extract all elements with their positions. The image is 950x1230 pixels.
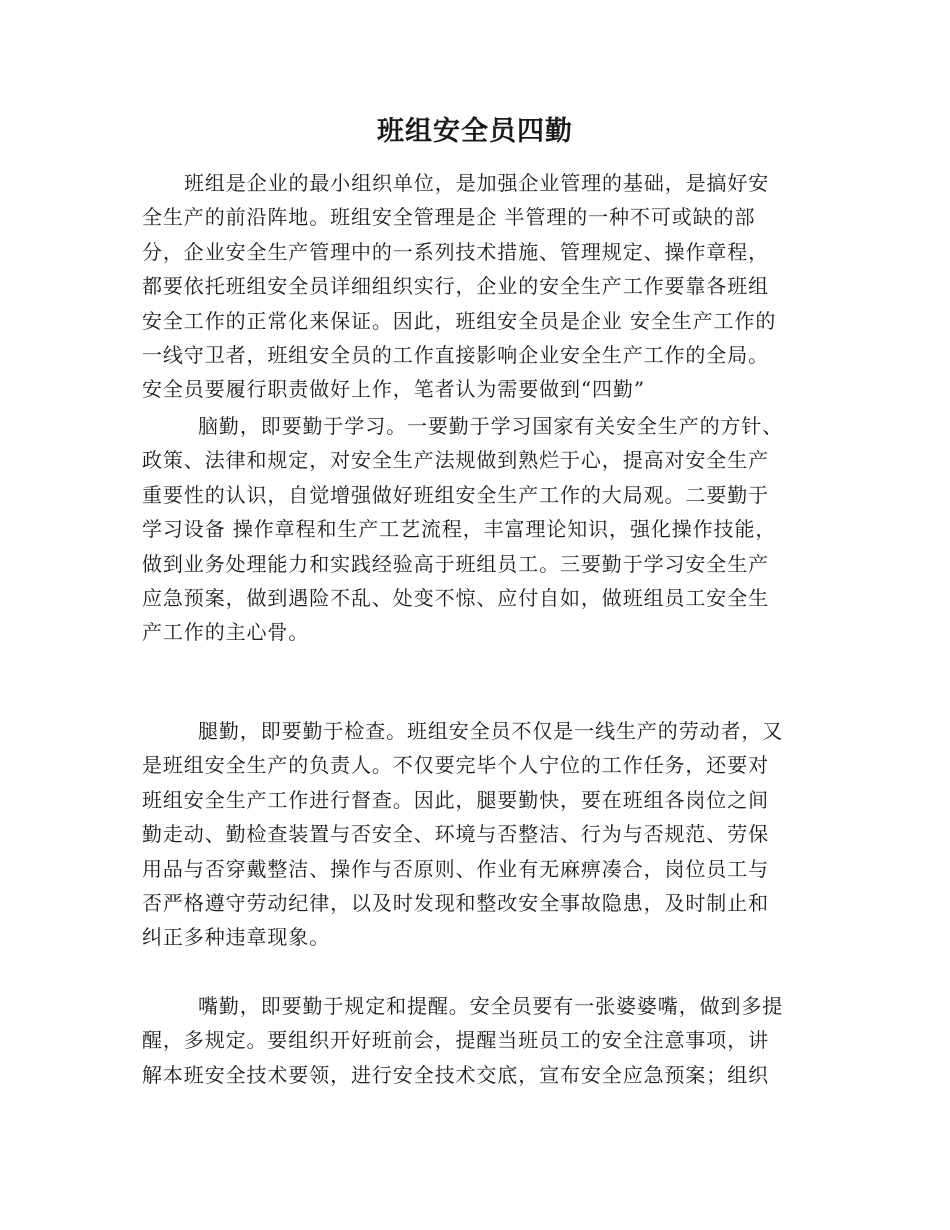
paragraph-line: 都要依托班组安全员详细组织实行，企业的安全生产工作要靠各班组 [142, 274, 769, 299]
paragraph-line: 做到业务处理能力和实践经验高于班组员工。三要勤于学习安全生产 [142, 551, 769, 576]
paragraph-line: 解本班安全技术要领，进行安全技术交底，宣布安全应急预案；组织 [142, 1062, 769, 1087]
paragraph-line: 嘴勤，即要勤于规定和提醒。安全员要有一张婆婆嘴，做到多提 [198, 994, 784, 1018]
paragraph-intro [142, 166, 807, 407]
paragraph-leg-diligence [142, 714, 807, 955]
paragraph-line: 安全员要履行职责做好上作，笔者认为需要做到“四勤” [142, 377, 645, 402]
paragraph-line: 纠正多种违章现象。 [142, 925, 331, 950]
paragraph-line: 应急预案，做到遇险不乱、处变不惊、应付自如，做班组员工安全生 [142, 586, 769, 611]
paragraph-line: 是班组安全生产的负责人。不仅要完毕个人宁位的工作任务，还要对 [142, 753, 769, 778]
paragraph-line: 安全工作的正常化来保证。因此，班组安全员是企业 安全生产工作的 [142, 308, 777, 333]
paragraph-line: 勤走动、勤检查装置与否安全、环境与否整洁、行为与否规范、劳保 [142, 822, 769, 847]
paragraph-line: 学习设备 操作章程和生产工艺流程，丰富理论知识，强化操作技能， [142, 517, 777, 542]
paragraph-line: 全生产的前沿阵地。班组安全管理是企 半管理的一种不可或缺的部 [142, 205, 756, 230]
paragraph-line: 重要性的认识，自觉增强做好班组安全生产工作的大局观。二要勤于 [142, 482, 769, 507]
paragraph-line: 产工作的主心骨。 [142, 620, 310, 645]
paragraph-line: 班组安全生产工作进行督查。因此，腿要勤快，要在班组各岗位之间 [142, 787, 769, 812]
paragraph-brain-diligence [142, 409, 807, 650]
paragraph-line: 醒，多规定。要组织开好班前会，提醒当班员工的安全注意事项，讲 [142, 1028, 769, 1053]
paragraph-line: 一线守卫者，班组安全员的工作直接影响企业安全生产工作的全局。 [142, 343, 769, 368]
paragraph-line: 政策、法律和规定，对安全生产法规做到熟烂于心，提高对安全生产 [142, 448, 769, 473]
paragraph-line: 脑勤，即要勤于学习。一要勤于学习国家有关安全生产的方针、 [198, 414, 784, 438]
paragraph-line: 分，企业安全生产管理中的一系列技术措施、管理规定、操作章程， [142, 239, 769, 264]
document-title: 班组安全员四勤 [377, 116, 573, 147]
paragraph-line: 腿勤，即要勤于检查。班组安全员不仅是一线生产的劳动者，又 [198, 719, 784, 743]
paragraph-mouth-diligence [142, 989, 807, 1092]
paragraph-line: 用品与否穿戴整洁、操作与否原则、作业有无麻痹凑合，岗位员工与 [142, 856, 769, 881]
paragraph-line: 班组是企业的最小组织单位，是加强企业管理的基础，是搞好安 [184, 171, 770, 195]
paragraph-line: 否严格遵守劳动纪律，以及时发现和整改安全事故隐患，及时制止和 [142, 891, 769, 916]
